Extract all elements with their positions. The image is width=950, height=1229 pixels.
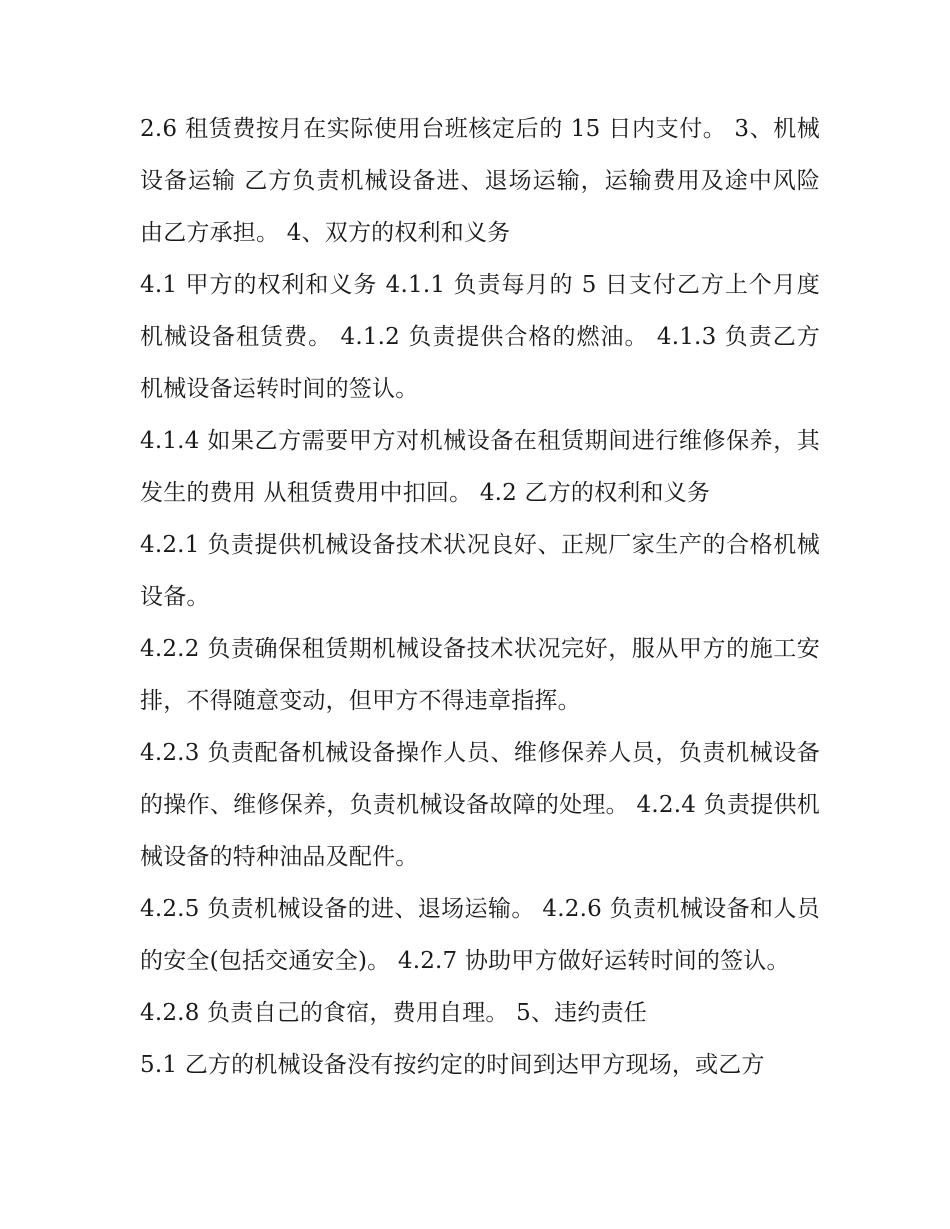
paragraph-2-6: 2.6 租赁费按月在实际使用台班核定后的 15 日内支付。 3、机械设备运输 乙方负责机械设备进、退场运输，运输费用及途中风险由乙方承担。 4、双方的权利和义务 [140,116,820,246]
paragraph-4-1: 4.1 甲方的权利和义务 4.1.1 负责每月的 5 日支付乙方上个月度机械设备租赁费。 4.1.2 负责提供合格的燃油。 4.1.3 负责乙方机械设备运转时间的签认。 [140,272,820,402]
paragraph-4-1-4: 4.1.4 如果乙方需要甲方对机械设备在租赁期间进行维修保养，其发生的费用 从租赁费用中扣回。 4.2 乙方的权利和义务 [140,428,820,506]
paragraph-5-1: 5.1 乙方的机械设备没有按约定的时间到达甲方现场，或乙方 [140,1052,765,1078]
paragraph-4-2-2: 4.2.2 负责确保租赁期机械设备技术状况完好，服从甲方的施工安排，不得随意变动，但甲方不得违章指挥。 [140,636,820,714]
paragraph-4-2-3: 4.2.3 负责配备机械设备操作人员、维修保养人员，负责机械设备的操作、维修保养，负责机械设备故障的处理。 4.2.4 负责提供机械设备的特种油品及配件。 [140,740,820,870]
paragraph-4-2-5: 4.2.5 负责机械设备的进、退场运输。 4.2.6 负责机械设备和人员的安全(包括交通安全)。 4.2.7 协助甲方做好运转时间的签认。 [140,896,820,974]
paragraph-4-2-8: 4.2.8 负责自己的食宿，费用自理。 5、违约责任 [140,1000,647,1026]
paragraph-4-2-1: 4.2.1 负责提供机械设备技术状况良好、正规厂家生产的合格机械设备。 [140,532,820,610]
document-body [140,103,820,1091]
